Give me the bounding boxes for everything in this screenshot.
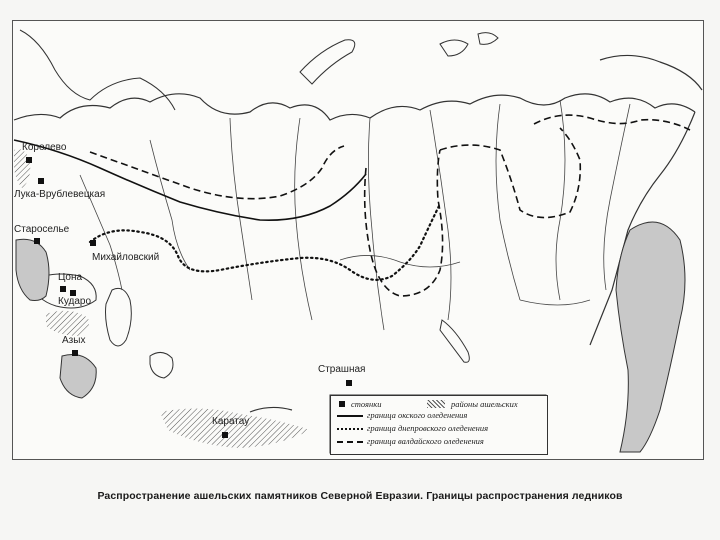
site-marker-korolevo [26, 157, 32, 163]
legend-valdai-swatch [337, 441, 363, 443]
dnieper-glaciation-boundary [90, 204, 440, 280]
azykh-region [60, 355, 96, 399]
legend-region-swatch [427, 400, 445, 408]
legend-oka-swatch [337, 415, 363, 417]
legend-oka-label: граница окского оледенения [367, 410, 468, 420]
site-marker-strashnaya [346, 380, 352, 386]
rivers [80, 100, 630, 330]
site-label-mikhaylovsky: Михайловский [92, 252, 160, 263]
legend-sites-label: стоянки [351, 399, 382, 409]
site-marker-luka-vrublevetskaya [38, 178, 44, 184]
novaya-zemlya [300, 40, 355, 84]
site-label-korolevo: Королево [22, 142, 67, 153]
hatched-region-karatau [160, 408, 310, 448]
hatched-region-west [14, 149, 30, 188]
legend-valdai-label: граница валдайского оледенения [367, 436, 484, 446]
figure-caption: Распространение ашельских памятников Северной Евразии. Границы распространения ледников [97, 490, 623, 502]
arctic-coastline [14, 94, 695, 120]
caspian-sea [106, 288, 132, 346]
site-label-luka-vrublevetskaya: Лука-Врублевецкая [14, 189, 106, 200]
site-marker-azykh [72, 350, 78, 356]
site-marker-karatau [222, 432, 228, 438]
oka-glaciation-boundary [14, 140, 366, 220]
hatched-region-caucasus [46, 311, 89, 336]
site-label-tsona: Цона [58, 272, 83, 283]
lake-balkhash [250, 407, 292, 412]
caucasus-region [16, 239, 49, 300]
severnaya-zemlya [440, 33, 498, 56]
aral-sea [150, 352, 173, 378]
kamchatka-sakhalin [616, 222, 685, 452]
scandinavia-coast [20, 30, 175, 110]
legend-site-swatch [339, 401, 345, 407]
legend-dnieper-label: граница днепровского оледенения [367, 423, 489, 433]
site-label-kudaro: Кударо [58, 296, 92, 307]
site-label-strashnaya: Страшная [318, 364, 366, 375]
lake-baikal [440, 320, 469, 362]
site-label-staroselye: Староселье [14, 224, 70, 235]
site-marker-mikhaylovsky [90, 240, 96, 246]
legend-dnieper-swatch [337, 428, 363, 430]
legend-regions-label: районы ашельских [451, 399, 518, 409]
site-marker-staroselye [34, 238, 40, 244]
site-label-karatau: Каратау [212, 416, 250, 427]
valdai-glaciation-boundary [90, 115, 690, 296]
site-marker-tsona [60, 286, 66, 292]
legend [330, 395, 548, 455]
site-label-azykh: Азых [62, 335, 86, 346]
